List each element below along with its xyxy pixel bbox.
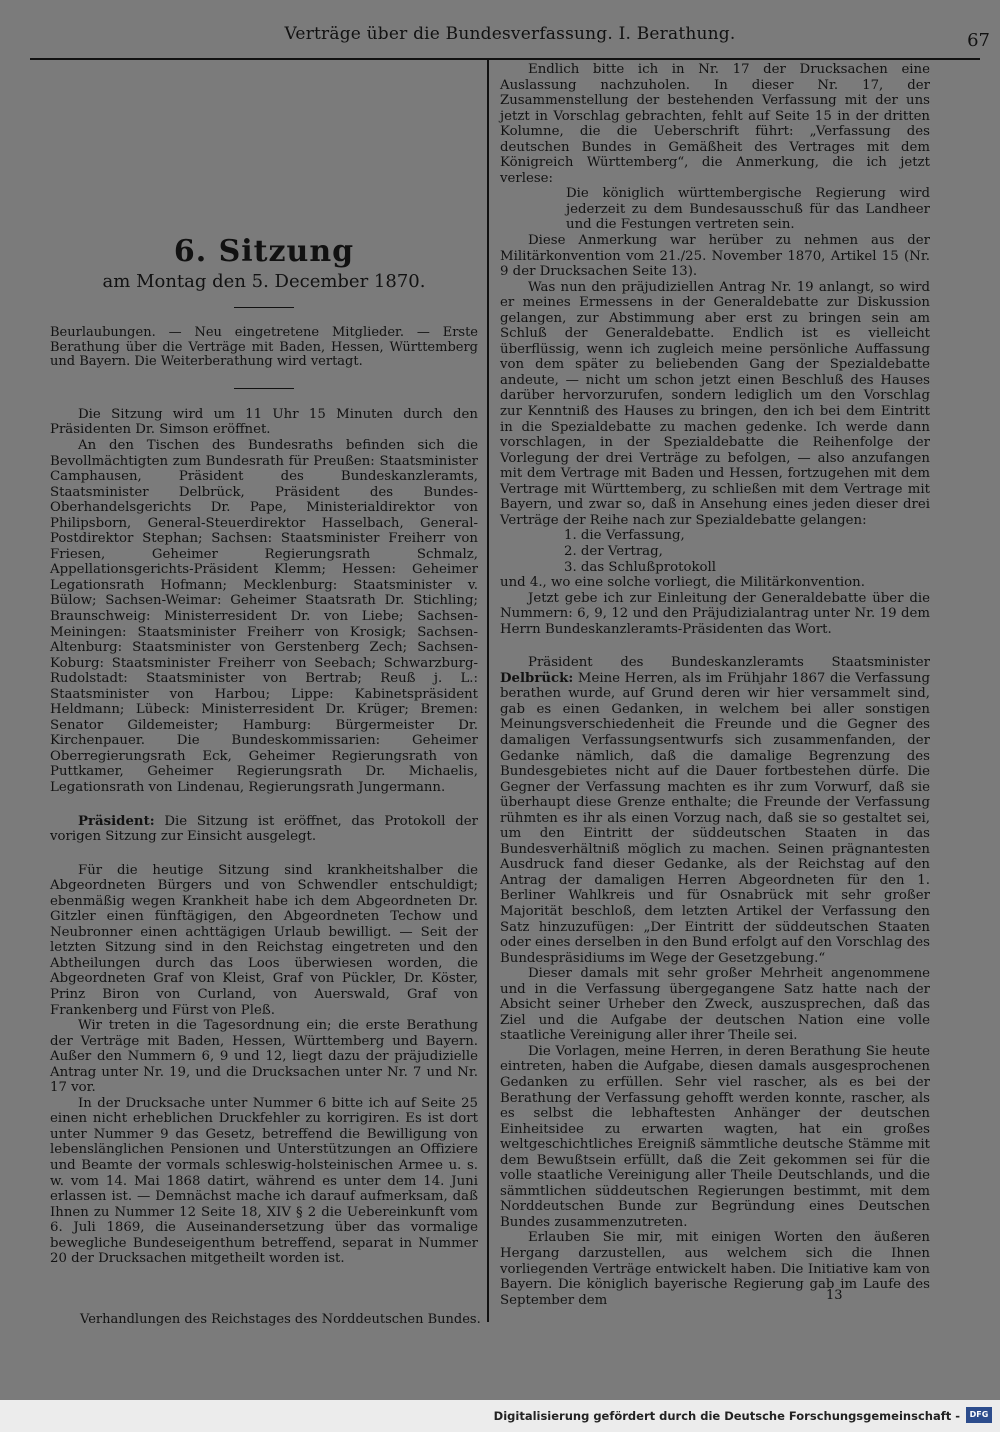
title-rule xyxy=(234,307,294,308)
paragraph: Was nun den präjudiziellen Antrag Nr. 19 anlangt, so wird er meines Ermessens in der Generaldebatte zur Diskussion gelangen, zur Abstimmung aber erst zu bringen sein am Schluß der Generaldebatte. Endlich ist es vielleicht überflüssig, wenn ich zugleich meine persönliche Auffassung von dem später zu beliebenden Gang der Spezialdebatte andeute, — nicht um schon jetzt einen Beschluß des Hauses darüber hervorzurufen, sondern lediglich um den Vorschlag zur Kenntniß des Hauses zu bringen, den ich bei dem Eintritt in die Spezialdebatte zu machen gedenke. Ich werde dann vorschlagen, in der Spezialdebatte die Reihenfolge der Vorlegung der drei Verträge zu befolgen, — also anzufangen mit dem Vertrage mit Baden und Hessen, fortzugehen mit dem Vertrage mit Württemberg, zu schließen mit dem Vertrage mit Bayern, und zwar so, daß in Ansehung eines jeden dieser drei Verträge der Reihe nach zur Spezialdebatte gelangen: xyxy=(500,279,930,528)
list-item: 3. das Schlußprotokoll xyxy=(564,559,717,575)
page-number: 67 xyxy=(967,30,990,51)
paragraph-speaker xyxy=(50,814,478,845)
publication-footer: Verhandlungen des Reichstages des Norddeutschen Bundes. xyxy=(80,1312,481,1327)
left-column xyxy=(50,62,478,1267)
list-item: 1. die Verfassung, xyxy=(564,528,685,544)
running-header xyxy=(30,18,990,60)
spacer xyxy=(50,796,478,814)
spacer xyxy=(500,637,930,655)
column-divider xyxy=(487,60,489,1322)
speaker-name: Präsident: xyxy=(78,813,155,829)
quoted-note: Die königlich württembergische Regierung wird jederzeit zu dem Bundesausschuß für das Landheer und die Festungen vertreten sein. xyxy=(566,186,930,233)
dfg-logo-icon: DFG xyxy=(966,1407,992,1423)
summary-rule xyxy=(234,388,294,389)
paragraph: Für die heutige Sitzung sind krankheitshalber die Abgeordneten Bürgers und von Schwendler entschuldigt; ebenmäßig wegen Krankheit habe ich dem Abgeordneten Dr. Gitzler einen fünftägigen, den Abgeordneten Techow und Neubronner einen achttägigen Urlaub bewilligt. — Seit der letzten Sitzung sind in den Reichstag eingetreten und den Abtheilungen durch das Loos überwiesen worden, die Abgeordneten Graf von Kleist, Graf von Pückler, Dr. Köster, Prinz Biron von Curland, von Auerswald, Graf von Frankenberg und Fürst von Pleß. xyxy=(50,862,478,1018)
paragraph: In der Drucksache unter Nummer 6 bitte ich auf Seite 25 einen nicht erheblichen Druckfehler zu korrigiren. Es ist dort unter Nummer 9 das Gesetz, betreffend die Bewilligung von lebenslänglichen Pensionen und Unterstützungen an Offiziere und Beamte der vormals schleswig-holsteinischen Armee u. s. w. vom 14. Mai 1868 datirt, während es unter dem 14. Juni erlassen ist. — Demnächst mache ich darauf aufmerksam, daß Ihnen zu Nummer 12 Seite 18, XIV § 2 die Uebereinkunft vom 6. Juli 1869, die Auseinandersetzung über das vormalige bewegliche Bundeseigenthum betreffend, separat in Nummer 20 der Drucksachen mitgetheilt worden ist. xyxy=(50,1095,478,1267)
paragraph: Jetzt gebe ich zur Einleitung der Generaldebatte über die Nummern: 6, 9, 12 und den Präjudizialantrag unter Nr. 19 dem Herrn Bundeskanzleramts-Präsidenten das Wort. xyxy=(500,590,930,637)
speech-text: Die Sitzung ist eröffnet, das Protokoll der vorigen Sitzung zur Einsicht ausgelegt. xyxy=(50,813,478,845)
session-summary: Beurlaubungen. — Neu eingetretene Mitglieder. — Erste Berathung über die Verträge mit Baden, Hessen, Württemberg und Bayern. Die Weiterberathung wird vertagt. xyxy=(50,325,478,370)
paragraph: und 4., wo eine solche vorliegt, die Militärkonvention. xyxy=(500,575,865,591)
paragraph: Die Sitzung wird um 11 Uhr 15 Minuten durch den Präsidenten Dr. Simson eröffnet. xyxy=(50,406,478,438)
paragraph: Endlich bitte ich in Nr. 17 der Drucksachen eine Auslassung nachzuholen. In dieser Nr. 17, der Zusammenstellung der bestehenden Verfassung mit der uns jetzt in Vorschlag gebrachten, fehlt auf Seite 15 in der dritten Kolumne, die die Ueberschrift führt: „Verfassung des deutschen Bundes in Gemäßheit des Vertrages mit dem Königreich Württemberg“, die Anmerkung, die ich jetzt verlese: xyxy=(500,62,930,186)
speech-text: Meine Herren, als im Frühjahr 1867 die Verfassung berathen wurde, auf Grund deren wir hier versammelt sind, gab es einen Gedanken, in welchem bei aller sonstigen Meinungsverschiedenheit die Freunde und die Gegner des damaligen Verfassungsentwurfs sich zusammenfanden, der Gedanke nämlich, daß die damalige Begrenzung des Bundesgebietes nicht auf die Dauer fortbestehen dürfe. Die Gegner der Verfassung machten es ihr zum Vorwurf, daß sie überhaupt diese Grenze enthalte; die Freunde der Verfassung rühmten es ihr als einen Vorzug nach, daß sie so gestaltet sei, um den Eintritt der süddeutschen Staaten in das Bundesverhältniß möglich zu machen. Seinen prägnantesten Ausdruck fand dieser Gedanke, als der Reichstag auf den Antrag der damaligen Herren Abgeordneten für den 1. Berliner Wahlkreis und für Osnabrück mit sehr großer Majorität beschloß, dem letzten Artikel der Verfassung den Satz hinzuzufügen: „Der Eintritt der süddeutschen Staaten oder eines derselben in den Bund erfolgt auf den Vorschlag des Bundespräsidiums im Wege der Gesetzgebung.“ xyxy=(500,670,930,966)
right-column xyxy=(500,62,930,1308)
session-date: am Montag den 5. December 1870. xyxy=(102,270,426,292)
paragraph: Erlauben Sie mir, mit einigen Worten den äußeren Hergang darzustellen, aus welchem sich die Ihnen vorliegenden Verträge entwickelt haben. Die Initiative kam von Bayern. Die königlich bayerische Regierung gab im Laufe des September dem xyxy=(500,1230,930,1308)
speaker-intro: Präsident des Bundeskanzleramts Staatsminister xyxy=(528,655,930,671)
credit-bar xyxy=(0,1400,1000,1432)
spacer xyxy=(50,845,478,863)
paragraph: Die Vorlagen, meine Herren, in deren Berathung Sie heute eintreten, haben die Aufgabe, diesen damals ausgesprochenen Gedanken zu erfüllen. Sehr viel rascher, als es bei der Berathung der Verfassung gehofft werden konnte, rascher, als es selbst die lebhaftesten Anhänger der deutschen Einheitsidee zu erwarten wagten, hat ein großes weltgeschichtliches Ereigniß sämmtliche deutsche Stämme mit dem Bewußtsein erfüllt, daß die Zeit gekommen sei für die volle staatliche Vereinigung aller Theile Deutschlands, und die sämmtlichen süddeutschen Regierungen bestimmt, mit dem Norddeutschen Bunde zur Begründung eines Deutschen Bundes zusammenzutreten. xyxy=(500,1043,930,1230)
sheet-signature: 13 xyxy=(826,1288,843,1303)
paragraph-speaker xyxy=(500,655,930,966)
funding-credit: Digitalisierung gefördert durch die Deutsche Forschungsgemeinschaft - xyxy=(493,1409,960,1423)
speaker-name: Delbrück: xyxy=(500,670,574,686)
paragraph: Wir treten in die Tagesordnung ein; die erste Berathung der Verträge mit Baden, Hessen, Württemberg und Bayern. Außer den Nummern 6, 9 und 12, liegt dazu der präjudizielle Antrag unter Nr. 19, und die Drucksachen unter Nr. 7 und Nr. 17 vor. xyxy=(50,1018,478,1096)
list-item: 2. der Vertrag, xyxy=(564,543,663,559)
session-title: 6. Sitzung xyxy=(173,234,355,269)
header-title: Verträge über die Bundesverfassung. I. Berathung. xyxy=(284,24,736,44)
paragraph: Dieser damals mit sehr großer Mehrheit angenommene und in die Verfassung übergegangene Satz hatte nach der Absicht seiner Urheber den Zweck, auszusprechen, daß das Ziel und die Aufgabe der deutschen Nation eine volle staatliche Vereinigung aller ihrer Theile sei. xyxy=(500,966,930,1044)
paragraph: An den Tischen des Bundesraths befinden sich die Bevollmächtigten zum Bundesrath für Preußen: Staatsminister Camphausen, Präsident des Bundeskanzleramts, Staatsminister Delbrück, Präsident des Bundes-Oberhandelsgerichts Dr. Pape, Ministerialdirektor von Philipsborn, General-Steuerdirektor Hasselbach, General-Postdirektor Stephan; Sachsen: Staatsminister Freiherr von Friesen, Geheimer Regierungsrath Schmalz, Appellationsgerichts-Präsident Klemm; Hessen: Geheimer Legationsrath Hofmann; Mecklenburg: Staatsminister v. Bülow; Sachsen-Weimar: Geheimer Staatsrath Dr. Stichling; Braunschweig: Ministerresident Dr. von Liebe; Sachsen-Meiningen: Staatsminister Freiherr von Krosigk; Sachsen-Altenburg: Staatsminister von Gerstenberg Zech; Sachsen-Koburg: Staatsminister Freiherr von Seebach; Schwarzburg-Rudolstadt: Staatsminister von Bertrab; Reuß j. L.: Staatsminister von Harbou; Lippe: Kabinetspräsident Heldmann; Lübeck: Ministerresident Dr. Krüger; Bremen: Senator Gildemeister; Hamburg: Bürgermeister Dr. Kirchenpauer. Die Bundeskommissarien: Geheimer Oberregierungsrath Eck, Geheimer Regierungsrath von Puttkamer, Geheimer Regierungsrath Dr. Michaelis, Legationsrath von Lindenau, Regierungsrath Jungermann. xyxy=(50,437,478,795)
paragraph: Diese Anmerkung war herüber zu nehmen aus der Militärkonvention vom 21./25. November 1870, Artikel 15 (Nr. 9 der Drucksachen Seite 13). xyxy=(500,233,930,280)
